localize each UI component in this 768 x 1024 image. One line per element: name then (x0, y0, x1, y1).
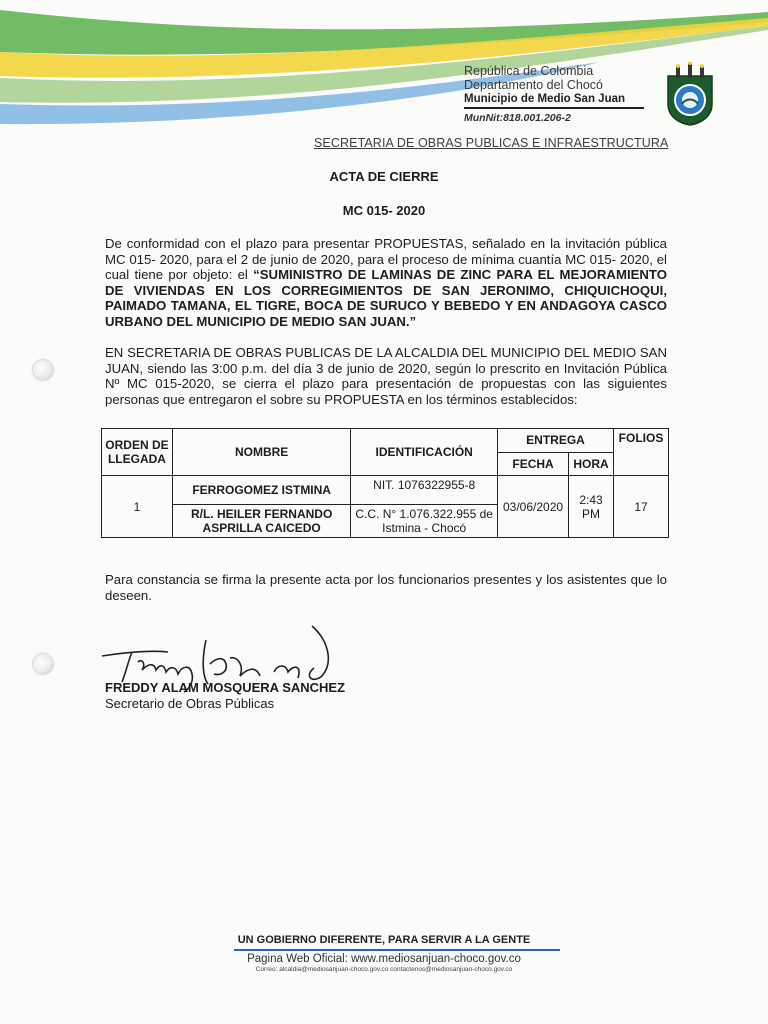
proposals-table (101, 428, 669, 538)
punch-hole (33, 360, 53, 380)
footer-slogan: UN GOBIERNO DIFERENTE, PARA SERVIR A LA GENTE (237, 934, 531, 946)
cell-hora: 2:43 PM (569, 476, 614, 538)
header-orden: ORDEN DE LLEGADA (102, 429, 173, 476)
closing-paragraph: Para constancia se firma la presente acta por los funcionarios presentes y los asistentes que lo deseen. (105, 572, 667, 603)
cell-nombre-empresa: FERROGOMEZ ISTMINA (172, 476, 350, 505)
cell-folios: 17 (613, 476, 668, 538)
letterhead-country: República de Colombia (464, 64, 594, 78)
cell-nombre-representante: R/L. HEILER FERNANDO ASPRILLA CAICEDO (172, 505, 350, 538)
table-row (102, 476, 669, 505)
document-subtitle: MC 015- 2020 (342, 203, 426, 218)
cell-id-empresa: NIT. 1076322955-8 (351, 476, 498, 505)
cell-fecha: 03/06/2020 (498, 476, 569, 538)
table-header-row (102, 429, 669, 453)
letterhead-nit: MunNit:818.001.206-2 (464, 112, 571, 124)
header-entrega: ENTREGA (498, 429, 614, 453)
letterhead-department: Departamento del Chocó (464, 78, 603, 92)
contract-object: “SUMINISTRO DE LAMINAS DE ZINC PARA EL MEJORAMIENTO DE VIVIENDAS EN LOS CORREGIMIENTOS DE SAN JERONIMO, CHIQUICHOQUI, PAIMADO TAMANA, EL TIGRE, BOCA DE SURUCO Y BEBEDO Y EN ANDAGOYA CASCO URBANO DEL MUNICIPIO DE MEDIO SAN JUAN.” (105, 267, 668, 329)
letterhead-municipality: Municipio de Medio San Juan (464, 92, 644, 109)
header-folios: FOLIOS (613, 429, 668, 476)
intro-text: De conformidad con el plazo para presentar PROPUESTAS, señalado en la invitación pública MC 015- 2020, para el 2 de junio de 2020, para el proceso de mínima cuantía MC 015- 2020, el cual tiene por objeto: el (105, 236, 667, 283)
closing-time-paragraph: EN SECRETARIA DE OBRAS PUBLICAS DE LA ALCALDIA DEL MUNICIPIO DEL MEDIO SAN JUAN, siendo las 3:00 p.m. del día 3 de junio de 2020, según lo prescrito en Invitación Pública Nº MC 015-2020, se cierra el plazo para presentación de propuestas con las siguientes personas que entregaron el sobre su PROPUESTA en los términos establecidos: (105, 345, 667, 407)
header-hora: HORA (569, 452, 614, 476)
cell-orden: 1 (102, 476, 173, 538)
signer-name: FREDDY ALAM MOSQUERA SANCHEZ (105, 680, 346, 695)
footer-emails: Correo: alcaldia@mediosanjuan-choco.gov.co contactenos@mediosanjuan-choco.gov.co (255, 966, 513, 973)
header-identificacion: IDENTIFICACIÓN (351, 429, 498, 476)
header-nombre: NOMBRE (172, 429, 350, 476)
letterhead (464, 64, 644, 124)
footer-divider (234, 949, 560, 951)
intro-paragraph (105, 236, 667, 330)
document-title: ACTA DE CIERRE (329, 169, 439, 184)
signer-role: Secretario de Obras Públicas (105, 696, 275, 711)
footer-website: Pagina Web Oficial: www.mediosanjuan-choco.gov.co (247, 953, 521, 965)
header-swoosh-graphic (0, 0, 768, 140)
municipal-seal-icon (664, 62, 716, 126)
office-heading: SECRETARIA DE OBRAS PUBLICAS E INFRAESTRUCTURA (314, 136, 669, 150)
punch-hole (33, 654, 53, 674)
header-fecha: FECHA (498, 452, 569, 476)
cell-id-representante: C.C. N° 1.076.322.955 de Istmina - Chocó (351, 505, 498, 538)
